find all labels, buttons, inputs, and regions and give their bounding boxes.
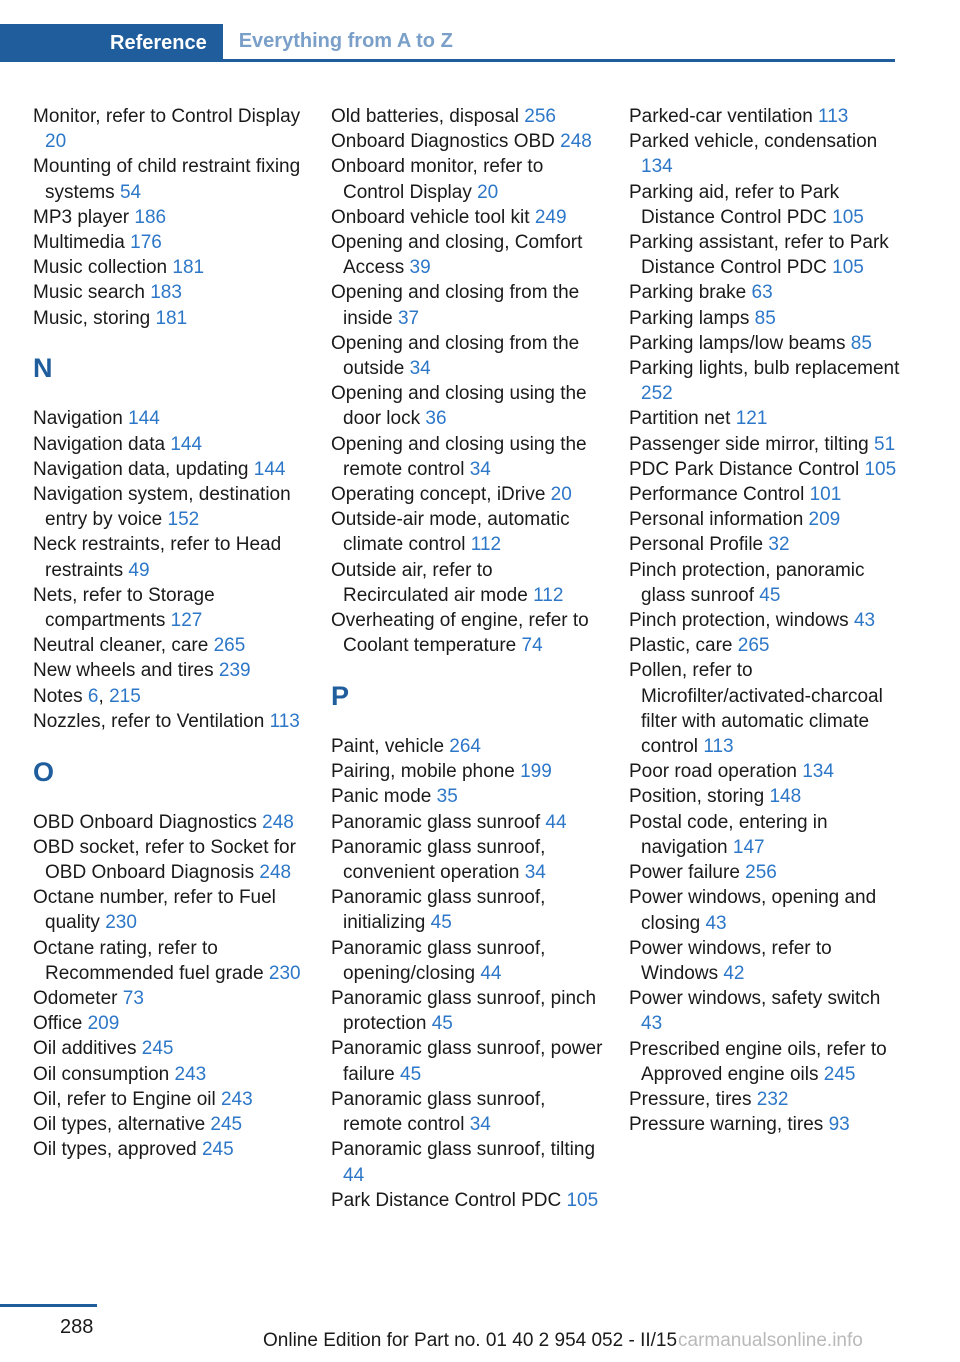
index-entry	[629, 406, 901, 431]
page-ref-link[interactable]: 34	[469, 458, 491, 480]
page-ref-link[interactable]: 34	[524, 862, 546, 884]
page-ref-link[interactable]: 127	[170, 610, 203, 632]
index-entry	[331, 1087, 603, 1137]
index-entry-text: Parking lamps	[629, 307, 750, 329]
index-entry	[629, 860, 901, 885]
index-entry-text: Opening and closing using the remote control	[331, 433, 587, 480]
page-ref-link[interactable]: 73	[122, 988, 144, 1010]
page-ref-link[interactable]: 243	[220, 1088, 253, 1110]
index-entry	[33, 154, 305, 204]
index-entry-text: Passenger side mirror, tilting	[629, 433, 869, 455]
page-ref-link[interactable]: 209	[87, 1013, 120, 1035]
page-ref-link[interactable]: 252	[641, 383, 673, 405]
page-ref-link[interactable]: 144	[170, 433, 203, 455]
edition-note: Online Edition for Part no. 01 40 2 954 052 - II/15	[263, 1330, 678, 1351]
index-entry	[331, 432, 603, 482]
index-entry	[33, 104, 305, 154]
index-entry-text: Odometer	[33, 988, 118, 1010]
page-ref-link[interactable]: 230	[268, 962, 301, 984]
index-entry-text: Personal Profile	[629, 534, 764, 556]
index-entry-text: Panoramic glass sunroof, initializing	[331, 887, 546, 934]
index-entry	[33, 280, 305, 305]
index-entry	[629, 633, 901, 658]
index-entry-text: Multimedia	[33, 232, 125, 254]
index-entry	[33, 986, 305, 1011]
page-ref-link[interactable]: 54	[119, 181, 142, 203]
index-entry-text: Parking brake	[629, 282, 747, 304]
index-entry-text: Panoramic glass sunroof	[331, 811, 541, 833]
page-ref-link[interactable]: 112	[533, 584, 564, 606]
page-ref-link[interactable]: 112	[470, 534, 502, 556]
page-ref-link[interactable]: 49	[128, 559, 150, 581]
index-entry-text: Navigation	[33, 408, 123, 430]
page-ref-link[interactable]: 35	[436, 786, 458, 808]
page-ref-link[interactable]: 45	[759, 584, 781, 606]
page-ref-link[interactable]: 32	[768, 534, 790, 556]
index-entry-text: Parking lamps/low beams	[629, 332, 846, 354]
page-ref-link[interactable]: 105	[566, 1189, 599, 1211]
page-ref-link[interactable]: 148	[769, 786, 802, 808]
index-entry-text: Music search	[33, 282, 145, 304]
index-entry-text: OBD Onboard Diagnostics	[33, 811, 257, 833]
index-entry-text: Personal information	[629, 509, 804, 531]
index-entry	[331, 558, 603, 608]
page-ref-link[interactable]: 245	[201, 1139, 234, 1161]
index-entry	[331, 205, 603, 230]
index-entry-text: Pressure warning, tires	[629, 1114, 824, 1136]
index-entry	[629, 1037, 901, 1087]
index-entry-text: Monitor, refer to Control Display	[33, 106, 301, 127]
index-entry-text: Postal code, entering in navigation	[629, 811, 828, 858]
index-entry-text: Pollen, refer to Microfilter/activated-charcoal filter with automatic climate control	[629, 660, 883, 758]
index-entry	[33, 709, 305, 734]
index-entry-text: MP3 player	[33, 206, 130, 228]
page-ref-link[interactable]: 245	[210, 1114, 243, 1136]
page-ref-link[interactable]: 37	[397, 307, 420, 329]
index-entry-text: Music collection	[33, 257, 168, 279]
page-ref-link[interactable]: 176	[130, 232, 162, 254]
index-entry-text: Neck restraints, refer to Head restraints	[33, 534, 282, 581]
page-ref-link[interactable]: 36	[425, 408, 447, 430]
page-ref-link[interactable]: 230	[105, 912, 137, 934]
index-entry-text: Performance Control	[629, 484, 805, 506]
page-ref-link[interactable]: 45	[431, 1013, 453, 1035]
index-entry-text: Panoramic glass sunroof, convenient operation	[331, 836, 546, 884]
index-entry-text: Navigation system, destination entry by voice	[33, 484, 291, 531]
index-entry	[33, 230, 305, 255]
page-ref-link[interactable]: 265	[737, 635, 770, 657]
page-ref-link[interactable]: 63	[751, 282, 773, 304]
index-entry	[629, 457, 901, 482]
index-column-1	[33, 104, 305, 1162]
index-entry-text: Opening and closing from the outside	[331, 332, 580, 380]
index-entry	[331, 381, 603, 431]
index-entry	[331, 331, 603, 381]
index-entry	[331, 734, 603, 759]
page-ref-link[interactable]: 186	[134, 206, 167, 228]
index-entry	[33, 1087, 305, 1112]
page-ref-link[interactable]: 248	[262, 811, 294, 833]
index-entry	[331, 936, 603, 986]
index-entry-text: Parking aid, refer to Park Distance Control PDC	[629, 181, 840, 228]
index-entry-text: Outside-air mode, automatic climate control	[331, 509, 570, 556]
index-entry-text: Panoramic glass sunroof, tilting	[331, 1139, 596, 1161]
index-entry	[331, 759, 603, 784]
section-tab[interactable]: Reference	[0, 24, 223, 62]
index-entry-text: Navigation data, updating	[33, 458, 249, 480]
page-ref-link[interactable]: 134	[641, 156, 673, 178]
index-entry-text: Parked-car ventilation	[629, 106, 813, 127]
index-entry-text: Operating concept, iDrive	[331, 484, 546, 506]
index-entry	[629, 1112, 901, 1137]
index-entry-text: Position, storing	[629, 786, 765, 808]
index-entry	[629, 784, 901, 809]
page-ref-link[interactable]: 43	[853, 610, 876, 632]
page-ref-link[interactable]: 113	[703, 736, 734, 758]
index-entry-text: Notes	[33, 685, 83, 707]
page-ref-link[interactable]: 265	[213, 635, 246, 657]
index-entry	[33, 1112, 305, 1137]
page-ref-link[interactable]: 248	[560, 131, 592, 153]
index-entry	[629, 331, 901, 356]
index-column-2	[331, 104, 603, 1213]
index-entry	[331, 835, 603, 885]
page-ref-link[interactable]: 85	[850, 332, 872, 354]
page-ref-link[interactable]: 256	[745, 862, 777, 884]
page-ref-link[interactable]: 51	[874, 433, 896, 455]
index-entry-text: Old batteries, disposal	[331, 106, 519, 127]
page-ref-link[interactable]: 248	[259, 862, 292, 884]
page-ref-link[interactable]: 264	[449, 736, 481, 758]
index-entry	[629, 532, 901, 557]
index-entry	[33, 936, 305, 986]
index-entry	[331, 986, 603, 1036]
page-ref-link[interactable]: 20	[477, 181, 499, 203]
page-ref-link[interactable]: 74	[521, 635, 543, 657]
page-ref-link[interactable]: 44	[480, 962, 502, 984]
index-entry	[629, 608, 901, 633]
index-entry	[33, 457, 305, 482]
index-entry-text: Oil types, alternative	[33, 1114, 206, 1136]
page-ref-link[interactable]: 34	[469, 1114, 491, 1136]
index-entry	[629, 432, 901, 457]
index-entry	[331, 104, 603, 129]
page-ref-link[interactable]: 144	[128, 408, 160, 430]
page-ref-link[interactable]: 101	[809, 484, 842, 506]
page-ref-link[interactable]: 245	[823, 1063, 856, 1085]
index-entry-text: Paint, vehicle	[331, 736, 445, 758]
index-entry-text: Outside air, refer to Recirculated air mode	[331, 559, 528, 606]
index-entry-text: Partition net	[629, 408, 731, 430]
index-entry-text: Prescribed engine oils, refer to Approved engine oils	[629, 1038, 887, 1085]
index-entry	[33, 406, 305, 431]
page-ref-link[interactable]: 152	[167, 509, 200, 531]
index-entry-text: Power failure	[629, 862, 740, 884]
index-entry	[629, 280, 901, 305]
index-entry	[33, 658, 305, 683]
index-letter-heading: P	[331, 681, 350, 712]
index-entry	[331, 1188, 603, 1213]
index-entry	[33, 1036, 305, 1061]
index-entry	[629, 482, 901, 507]
page-ref-link[interactable]: 39	[409, 257, 431, 279]
index-entry-text: Power windows, safety switch	[629, 988, 881, 1010]
index-entry-text: Onboard vehicle tool kit	[331, 206, 530, 228]
page-ref-link[interactable]: 105	[832, 206, 864, 228]
index-entry-text: Oil types, approved	[33, 1139, 197, 1161]
page-ref-link[interactable]: 249	[534, 206, 567, 228]
index-entry-text: Panoramic glass sunroof, opening/closing	[331, 937, 546, 984]
index-entry-text: Onboard monitor, refer to Control Display	[331, 156, 544, 203]
page-ref-link[interactable]: 45	[430, 912, 452, 934]
index-entry-text: Park Distance Control PDC	[331, 1189, 562, 1211]
index-entry	[629, 180, 901, 230]
page-ref-link[interactable]: 6	[87, 685, 99, 707]
page-ref-link[interactable]: 245	[141, 1038, 174, 1060]
index-entry	[629, 885, 901, 935]
index-entry	[629, 759, 901, 784]
index-entry-text: Opening and closing from the inside	[331, 282, 580, 329]
index-entry	[331, 280, 603, 330]
index-entry-text: Panoramic glass sunroof, power failure	[331, 1038, 603, 1085]
index-entry	[33, 306, 305, 331]
index-entry-text: OBD socket, refer to Socket for OBD Onboard Diagnosis	[33, 836, 296, 884]
watermark: carmanualsonline.info	[678, 1330, 863, 1351]
page-ref-link[interactable]: 20	[45, 131, 67, 153]
index-entry-text: Parking lights, bulb replacement	[629, 358, 900, 380]
page-ref-link[interactable]: 105	[864, 458, 897, 480]
page-ref-link[interactable]: 93	[828, 1114, 850, 1136]
index-entry-text: Opening and closing using the door lock	[331, 383, 587, 430]
index-entry-text: Plastic, care	[629, 635, 733, 657]
page-ref-link[interactable]: 42	[723, 962, 745, 984]
header-bar	[0, 24, 895, 62]
index-entry	[629, 986, 901, 1036]
index-entry	[33, 583, 305, 633]
index-entry-text: Nozzles, refer to Ventilation	[33, 710, 265, 732]
index-entry	[629, 1087, 901, 1112]
page-ref-link[interactable]: 105	[832, 257, 864, 279]
index-entry-text: Octane number, refer to Fuel quality	[33, 887, 276, 934]
index-entry	[629, 507, 901, 532]
index-entry	[629, 810, 901, 860]
page-ref-link[interactable]: 85	[754, 307, 776, 329]
index-entry	[33, 1011, 305, 1036]
index-entry	[33, 532, 305, 582]
page-ref-link[interactable]: 121	[735, 408, 768, 430]
index-entry	[33, 810, 305, 835]
page-ref-link[interactable]: 199	[520, 761, 552, 783]
index-entry-text: Onboard Diagnostics OBD	[331, 131, 555, 153]
page-ref-link[interactable]: 256	[524, 106, 556, 127]
index-entry	[331, 810, 603, 835]
index-entry	[629, 558, 901, 608]
index-entry-text: Music, storing	[33, 307, 151, 329]
index-entry	[33, 633, 305, 658]
page-ref-link[interactable]: 232	[756, 1088, 789, 1110]
index-letter-heading: O	[33, 756, 55, 787]
index-entry-text: Parking assistant, refer to Park Distance Control PDC	[629, 232, 889, 279]
index-entry-text: Oil additives	[33, 1038, 137, 1060]
index-entry	[331, 482, 603, 507]
footer-rule	[0, 1304, 97, 1307]
page-ref-link[interactable]: 45	[400, 1063, 422, 1085]
page-ref-link[interactable]: 183	[150, 282, 182, 304]
page-ref-link[interactable]: 147	[732, 836, 765, 858]
page-ref-link[interactable]: 239	[218, 660, 251, 682]
page-ref-link[interactable]: 34	[409, 358, 431, 380]
page-ref-link[interactable]: 44	[343, 1164, 365, 1186]
index-entry	[629, 230, 901, 280]
index-letter-heading: N	[33, 353, 53, 384]
page-ref-link[interactable]: 134	[802, 761, 834, 783]
index-entry-text: Panic mode	[331, 786, 432, 808]
index-entry	[331, 129, 603, 154]
index-entry	[629, 658, 901, 759]
index-entry	[33, 835, 305, 885]
index-entry-text: Mounting of child restraint fixing systems	[33, 156, 301, 203]
index-entry-text: New wheels and tires	[33, 660, 214, 682]
index-entry-text: Oil, refer to Engine oil	[33, 1088, 216, 1110]
page-ref-link[interactable]: 144	[253, 458, 286, 480]
index-entry	[33, 1137, 305, 1162]
chapter-title: Everything from A to Z	[223, 24, 895, 62]
page-ref-link[interactable]: 20	[550, 484, 572, 506]
index-entry-text: Oil consumption	[33, 1063, 170, 1085]
index-entry-text: Octane rating, refer to Recommended fuel grade	[33, 937, 264, 984]
index-entry-text: Poor road operation	[629, 761, 797, 783]
page-ref-link[interactable]: 113	[269, 710, 300, 732]
index-column-3	[629, 104, 901, 1137]
index-entry-text: Opening and closing, Comfort Access	[331, 232, 583, 279]
page-ref-link[interactable]: 113	[818, 106, 849, 127]
page-ref-link[interactable]: 215	[109, 685, 141, 707]
index-entry	[629, 306, 901, 331]
index-entry-text: Navigation data	[33, 433, 166, 455]
index-entry: Notes 6, 215	[33, 685, 141, 707]
index-entry	[331, 1137, 603, 1187]
index-entry	[331, 1036, 603, 1086]
index-entry-text: Pinch protection, windows	[629, 610, 849, 632]
page-number: 288	[60, 1316, 94, 1338]
index-entry	[629, 936, 901, 986]
index-entry	[331, 507, 603, 557]
index-entry	[331, 230, 603, 280]
index-entry	[331, 608, 603, 658]
index-entry-text: PDC Park Distance Control	[629, 458, 860, 480]
index-entry	[629, 104, 901, 129]
index-entry-text: Nets, refer to Storage compartments	[33, 584, 215, 632]
index-entry	[33, 255, 305, 280]
index-entry-text: Office	[33, 1013, 83, 1035]
page-ref-link[interactable]: 181	[155, 307, 188, 329]
index-entry	[33, 432, 305, 457]
page-ref-link[interactable]: 209	[808, 509, 841, 531]
index-entry-text: Power windows, refer to Windows	[629, 937, 832, 984]
page-ref-link[interactable]: 43	[705, 912, 727, 934]
index-entry	[33, 205, 305, 230]
index-entry	[33, 885, 305, 935]
index-entry	[331, 885, 603, 935]
index-entry-text: Parked vehicle, condensation	[629, 131, 878, 153]
index-entry-text: Panoramic glass sunroof, remote control	[331, 1088, 546, 1136]
index-entry-text: Power windows, opening and closing	[629, 887, 877, 934]
index-entry	[33, 482, 305, 532]
index-entry	[629, 129, 901, 179]
index-entry	[331, 154, 603, 204]
page-ref-link[interactable]: 243	[174, 1063, 207, 1085]
page-ref-link[interactable]: 44	[545, 811, 567, 833]
index-entry-text: Panoramic glass sunroof, pinch protection	[331, 988, 597, 1035]
index-entry	[33, 1062, 305, 1087]
index-entry	[629, 356, 901, 406]
index-entry-text: Pairing, mobile phone	[331, 761, 515, 783]
index-entry-text: Pressure, tires	[629, 1088, 752, 1110]
page-ref-link[interactable]: 181	[172, 257, 205, 279]
index-entry	[331, 784, 603, 809]
index-entry-text: Neutral cleaner, care	[33, 635, 209, 657]
index-entry-text: Pinch protection, panoramic glass sunroof	[629, 559, 865, 606]
page-ref-link[interactable]: 43	[641, 1013, 663, 1035]
index-entry-text: Overheating of engine, refer to Coolant temperature	[331, 610, 589, 657]
